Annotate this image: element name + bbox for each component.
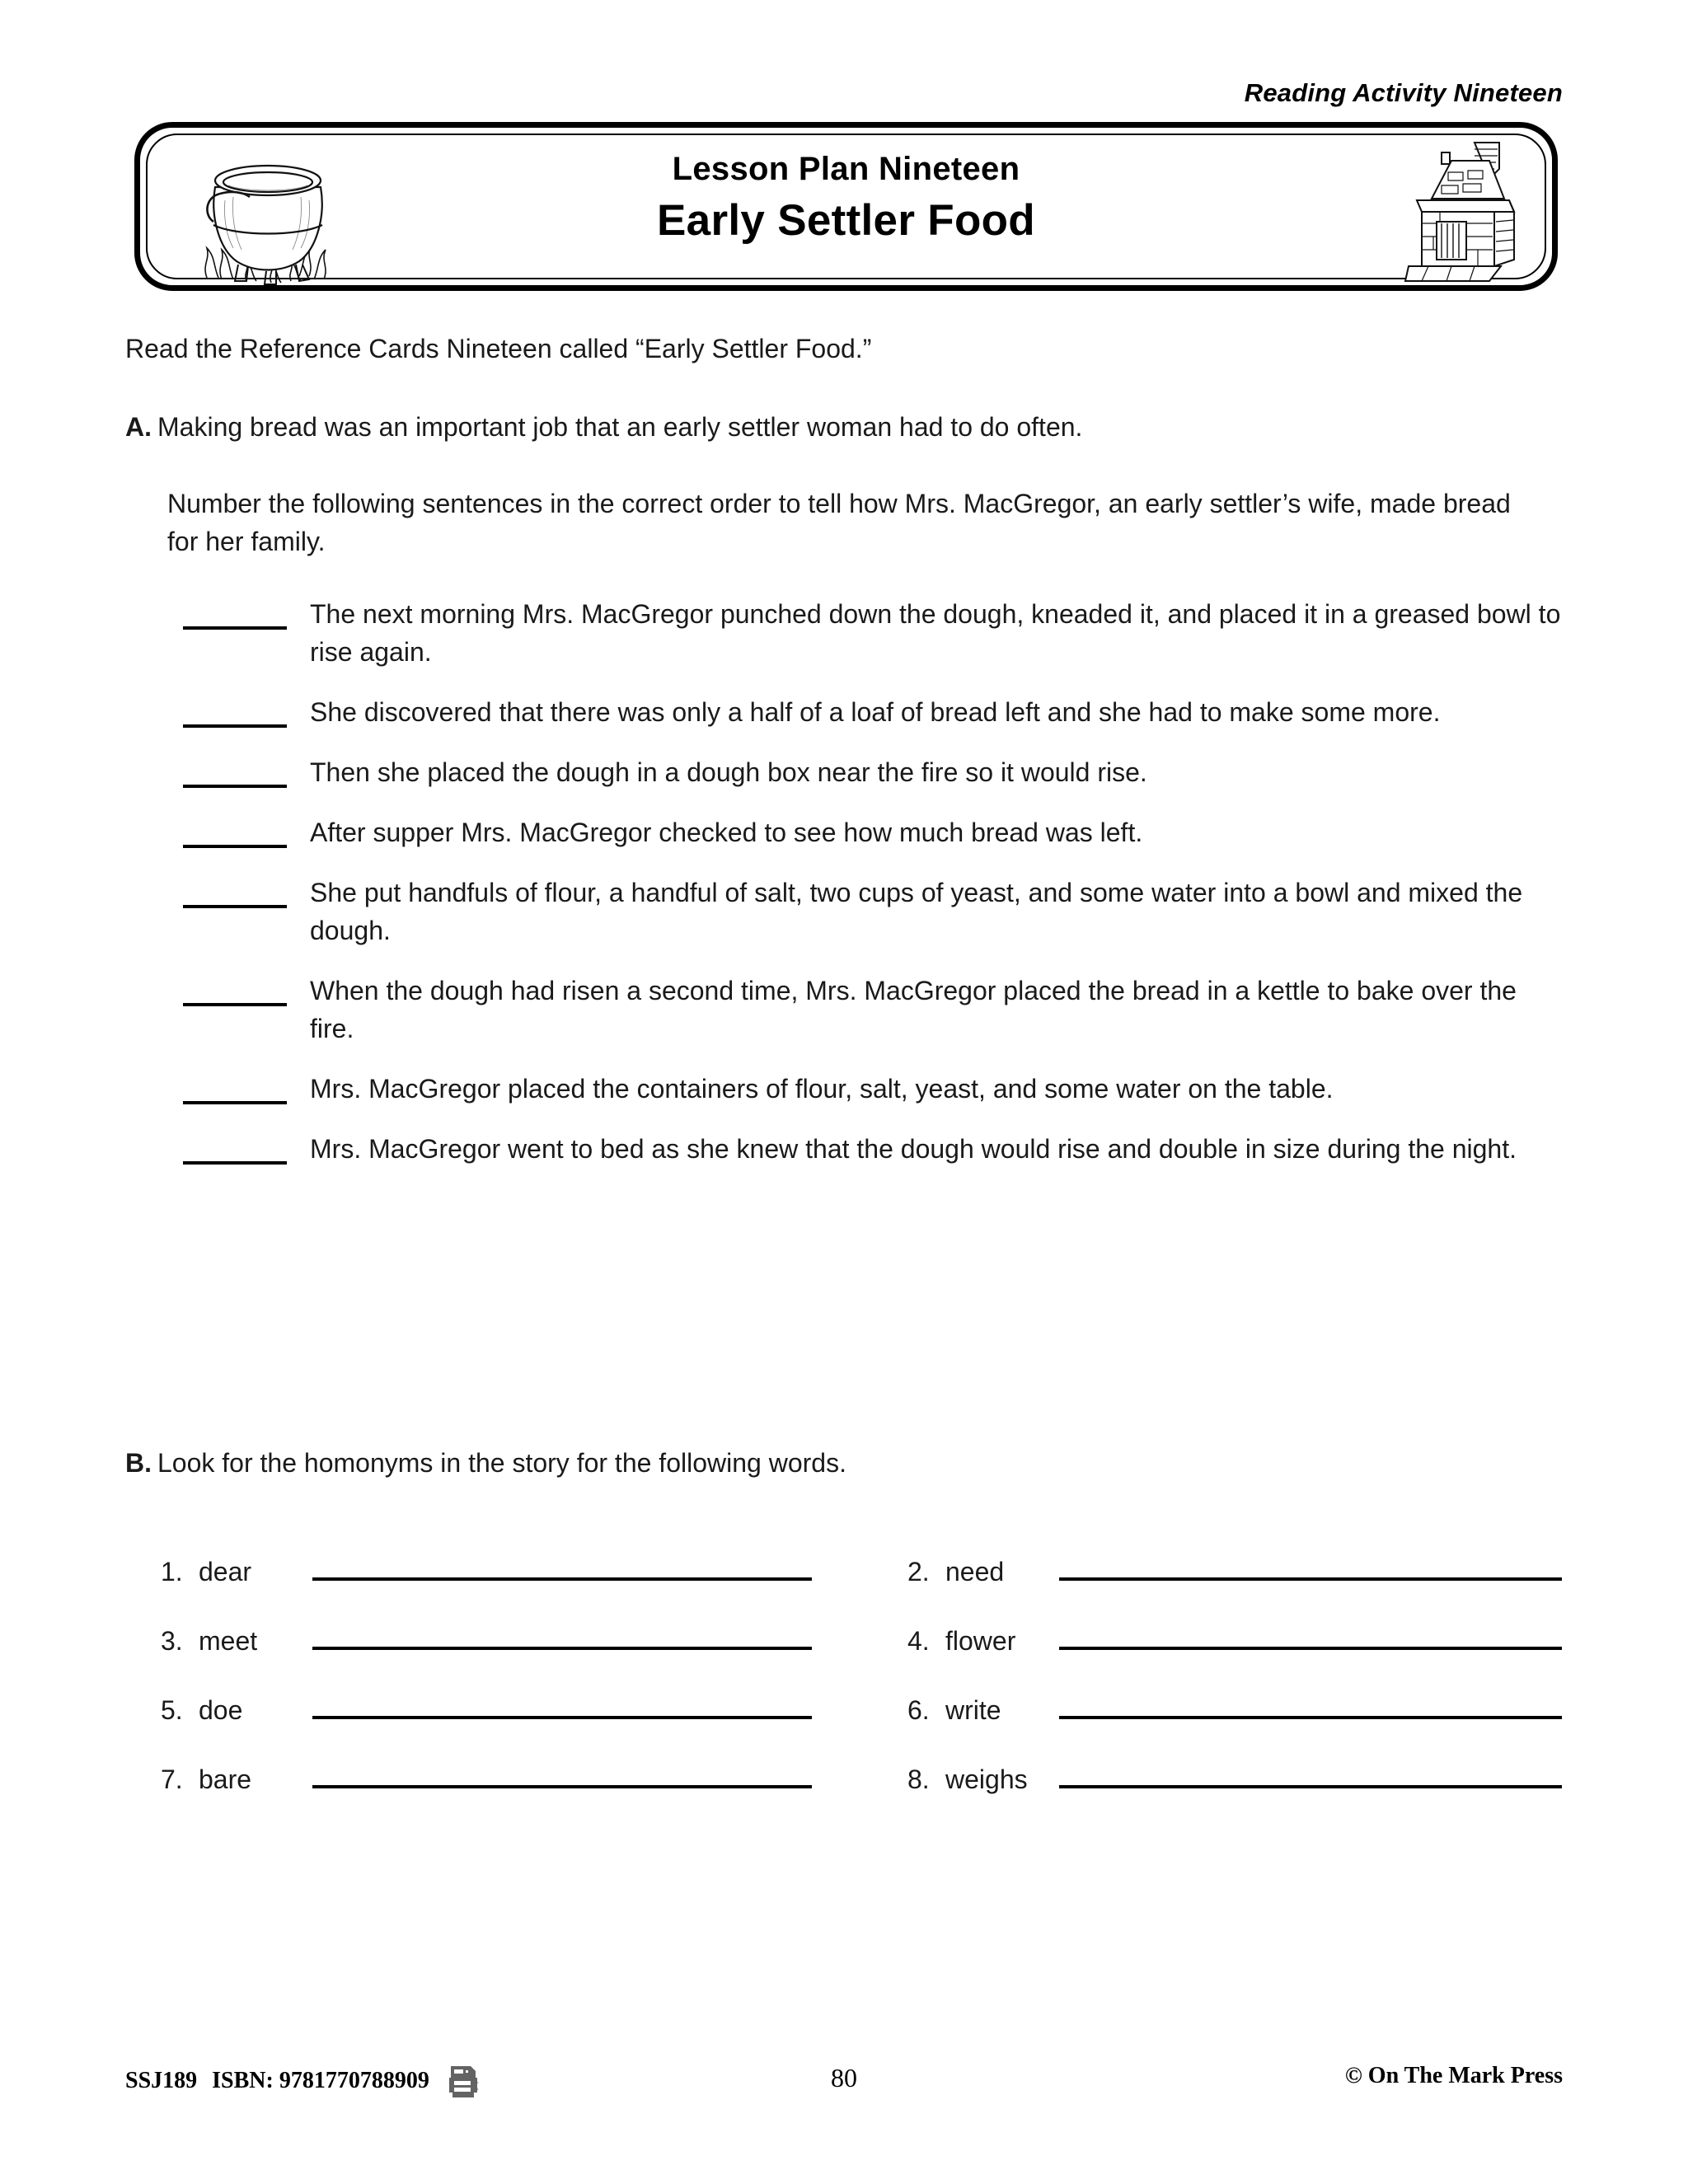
sequence-sentence: Mrs. MacGregor placed the containers of flour, salt, yeast, and some water on the table. xyxy=(310,1074,1334,1104)
homonym-item-2 xyxy=(861,1549,1562,1587)
homonym-row xyxy=(161,1619,1562,1657)
sequence-list xyxy=(125,595,1564,1190)
sequence-sentence: She discovered that there was only a half of a loaf of bread left and she had to make some more. xyxy=(310,697,1441,727)
homonym-number: 3. xyxy=(161,1626,183,1656)
lesson-plan-label: Lesson Plan Nineteen xyxy=(672,151,1020,187)
section-a-instruction: Number the following sentences in the correct order to tell how Mrs. MacGregor, an early settler’s wife, made bread for her family. xyxy=(167,489,1511,556)
homonym-word: write xyxy=(945,1695,1001,1725)
homonym-number: 1. xyxy=(161,1557,183,1586)
banner-titles xyxy=(140,151,1552,245)
section-a-label: A. xyxy=(125,412,152,442)
homonym-item-5 xyxy=(161,1688,861,1726)
order-blank-8[interactable] xyxy=(183,1130,287,1165)
list-item xyxy=(125,595,1564,671)
list-item xyxy=(125,693,1564,731)
homonym-number: 6. xyxy=(907,1695,930,1725)
page-title: Early Settler Food xyxy=(657,196,1035,245)
homonym-answer-blank-4[interactable] xyxy=(1059,1619,1562,1650)
order-blank-4[interactable] xyxy=(183,813,287,848)
homonym-number: 5. xyxy=(161,1695,183,1725)
homonym-word: weighs xyxy=(945,1765,1028,1794)
isbn-text: ISBN: 9781770788909 xyxy=(212,2068,429,2093)
homonym-word: doe xyxy=(199,1695,243,1725)
fireplace-icon xyxy=(1404,136,1527,288)
homonym-answer-blank-8[interactable] xyxy=(1059,1757,1562,1788)
homonym-item-7 xyxy=(161,1757,861,1795)
homonym-row xyxy=(161,1549,1562,1587)
product-code: SSJ189 xyxy=(125,2068,198,2093)
section-b-heading-text: Look for the homonyms in the story for the following words. xyxy=(157,1448,846,1478)
homonym-item-4 xyxy=(861,1619,1562,1657)
sequence-sentence: She put handfuls of flour, a handful of salt, two cups of yeast, and some water into a bowl and mixed the dough. xyxy=(310,878,1523,945)
homonym-answer-blank-7[interactable] xyxy=(312,1757,812,1788)
section-b-label: B. xyxy=(125,1448,152,1478)
order-blank-3[interactable] xyxy=(183,753,287,788)
homonym-grid xyxy=(161,1549,1562,1826)
section-a-heading-text: Making bread was an important job that an early settler woman had to do often. xyxy=(157,412,1083,442)
homonym-word: dear xyxy=(199,1557,252,1586)
homonym-answer-blank-3[interactable] xyxy=(312,1619,812,1650)
order-blank-6[interactable] xyxy=(183,972,287,1006)
title-banner xyxy=(134,122,1558,291)
list-item xyxy=(125,1130,1564,1168)
homonym-item-3 xyxy=(161,1619,861,1657)
list-item xyxy=(125,813,1564,851)
homonym-number: 8. xyxy=(907,1765,930,1794)
sequence-sentence: After supper Mrs. MacGregor checked to see how much bread was left. xyxy=(310,818,1143,847)
order-blank-1[interactable] xyxy=(183,595,287,630)
list-item xyxy=(125,753,1564,791)
copyright-notice: © On The Mark Press xyxy=(1344,2063,1563,2088)
homonym-number: 2. xyxy=(907,1557,930,1586)
homonym-number: 4. xyxy=(907,1626,930,1656)
running-head: Reading Activity Nineteen xyxy=(1244,78,1563,107)
list-item xyxy=(125,1070,1564,1108)
sequence-sentence: When the dough had risen a second time, Mrs. MacGregor placed the bread in a kettle to bake over the fire. xyxy=(310,976,1517,1043)
sequence-sentence: Then she placed the dough in a dough box near the fire so it would rise. xyxy=(310,757,1147,787)
intro-instruction: Read the Reference Cards Nineteen called “Early Settler Food.” xyxy=(125,334,872,363)
homonym-row xyxy=(161,1688,1562,1726)
list-item xyxy=(125,874,1564,949)
section-b-heading xyxy=(125,1444,1559,1482)
page-footer xyxy=(125,2056,1563,2106)
page-number: 80 xyxy=(831,2063,857,2093)
homonym-word: flower xyxy=(945,1626,1016,1656)
homonym-word: bare xyxy=(199,1765,252,1794)
homonym-answer-blank-6[interactable] xyxy=(1059,1688,1562,1719)
list-item xyxy=(125,972,1564,1047)
sequence-sentence: The next morning Mrs. MacGregor punched down the dough, kneaded it, and placed it in a greased bowl to rise again. xyxy=(310,599,1561,667)
order-blank-5[interactable] xyxy=(183,874,287,908)
homonym-item-8 xyxy=(861,1757,1562,1795)
homonym-word: meet xyxy=(199,1626,258,1656)
homonym-answer-blank-2[interactable] xyxy=(1059,1549,1562,1581)
homonym-answer-blank-1[interactable] xyxy=(312,1549,812,1581)
homonym-row xyxy=(161,1757,1562,1795)
homonym-answer-blank-5[interactable] xyxy=(312,1688,812,1719)
section-a-heading xyxy=(125,408,1559,446)
sequence-sentence: Mrs. MacGregor went to bed as she knew that the dough would rise and double in size during the night. xyxy=(310,1134,1517,1164)
homonym-item-1 xyxy=(161,1549,861,1587)
homonym-number: 7. xyxy=(161,1765,183,1794)
order-blank-7[interactable] xyxy=(183,1070,287,1104)
homonym-item-6 xyxy=(861,1688,1562,1726)
homonym-word: need xyxy=(945,1557,1005,1586)
order-blank-2[interactable] xyxy=(183,693,287,728)
